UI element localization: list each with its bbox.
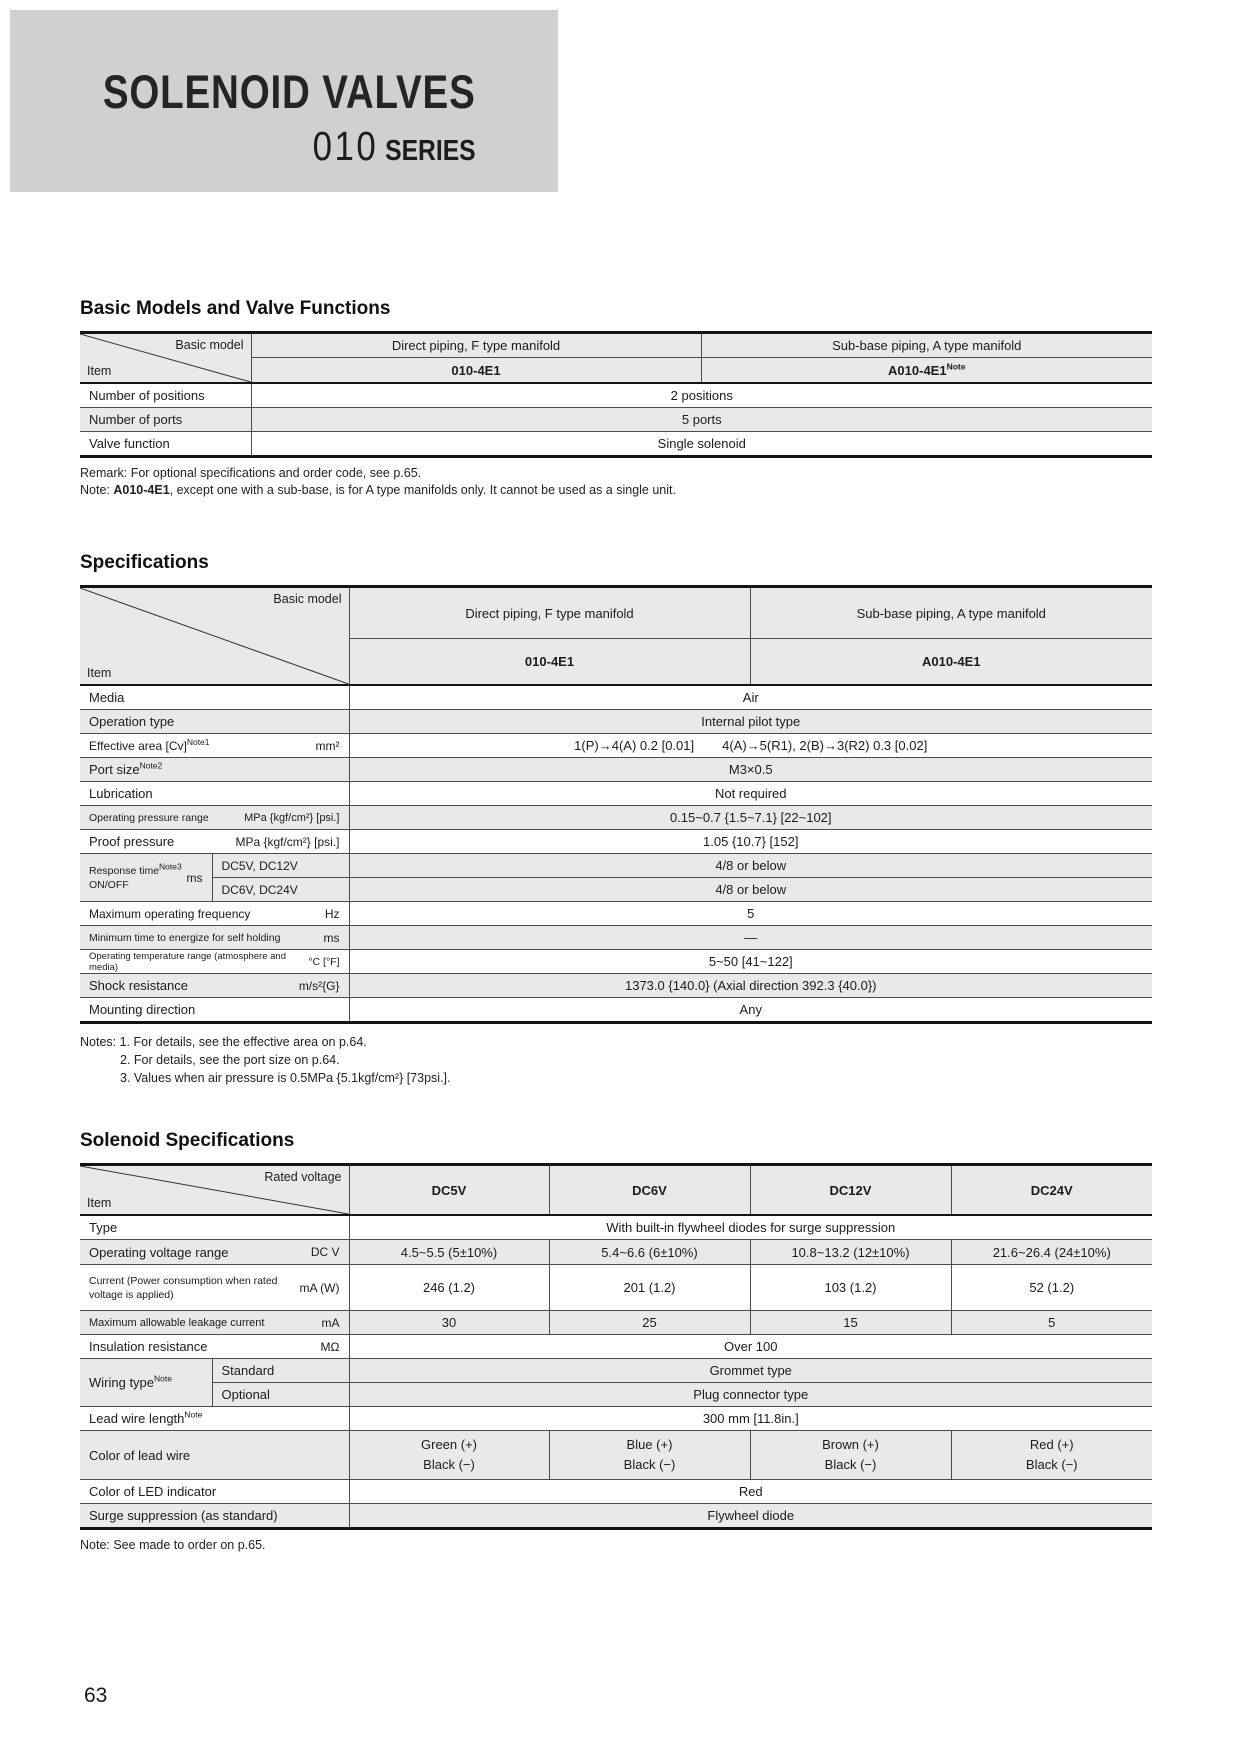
table-row (80, 950, 1152, 974)
unit-label: mA (W) (299, 1280, 340, 1295)
series-number: 010 (312, 123, 379, 169)
lead-color-positive: Red (+) (1029, 1437, 1074, 1452)
row-value-cell: With built-in flywheel diodes for surge suppression (349, 1215, 1152, 1240)
row-label-cell (80, 830, 349, 854)
row-value-cell (349, 1431, 549, 1480)
sub-label-cell: DC6V, DC24V (212, 878, 349, 902)
row-label-cell: Valve function (80, 432, 251, 457)
row-label: Effective area $[Cv]^{Note1}$ (89, 736, 210, 753)
unit-label: Hz (324, 906, 340, 921)
table-row (80, 408, 1152, 432)
model-name-text: A010-4E1 (888, 362, 947, 378)
row-label-cell: Media (80, 685, 349, 710)
row-label-cell (80, 974, 349, 998)
row-value-cell: 25 (549, 1311, 750, 1335)
specifications-notes (80, 1033, 1152, 1087)
effective-area-value-a: 1(P)→4(A) 0.2 [0.01] (574, 738, 695, 753)
lead-color-negative: Black (−) (623, 1457, 676, 1472)
row-value-cell: 300 mm [11.8in.] (349, 1407, 1152, 1431)
row-value-cell (349, 734, 1152, 758)
table-row (80, 806, 1152, 830)
note-superscript: Note1 (186, 736, 210, 747)
voltage-column-header: DC12V (750, 1165, 951, 1216)
sub-label-cell: DC5V, DC12V (212, 854, 349, 878)
corner-top-label: Basic model (175, 338, 244, 352)
note-superscript: Note (154, 1373, 172, 1384)
model-name: 010-4E1 (349, 639, 750, 686)
section-heading-solenoid: Solenoid Specifications (80, 1130, 295, 1151)
row-label-cell (80, 926, 349, 950)
row-label-cell (80, 902, 349, 926)
page-title: SOLENOID VALVES (103, 65, 476, 118)
table-row (80, 432, 1152, 457)
table-row (80, 878, 1152, 902)
note-superscript: Note2 (139, 760, 163, 771)
row-label-cell (80, 950, 349, 974)
voltage-column-header: DC5V (349, 1165, 549, 1216)
row-label-cell: Mounting direction (80, 998, 349, 1023)
row-label-cell: Surge suppression (as standard) (80, 1504, 349, 1529)
row-value-cell: 1373.0 {140.0} (Axial direction 392.3 {40.0}) (349, 974, 1152, 998)
row-label: Lead wire length (89, 1411, 185, 1426)
unit-label: ms (186, 870, 203, 885)
corner-bottom-label: Item (87, 1196, 112, 1210)
title-banner (10, 10, 558, 192)
row-value-cell: 0.15~0.7 {1.5~7.1} [22~102] (349, 806, 1152, 830)
table-row (80, 926, 1152, 950)
row-label-cell (80, 1335, 349, 1359)
table-row (80, 902, 1152, 926)
table-row (80, 1431, 1152, 1480)
note-superscript: Note3 (159, 861, 182, 871)
row-value-cell (750, 1431, 951, 1480)
row-label-cell (80, 1265, 349, 1311)
row-value-cell: 4.5~5.5 (5±10%) (349, 1240, 549, 1265)
row-value-cell: Flywheel diode (349, 1504, 1152, 1529)
row-value-cell: 5 (951, 1311, 1152, 1335)
note-prefix: Note: (80, 483, 114, 497)
voltage-column-header: DC24V (951, 1165, 1152, 1216)
row-label-cell: Type (80, 1215, 349, 1240)
row-value-cell: 103 (1.2) (750, 1265, 951, 1311)
corner-header-cell (80, 587, 349, 686)
notes-line: 2. For details, see the port size on p.64. (120, 1053, 340, 1067)
row-value-cell: 1.05 {10.7} [152] (349, 830, 1152, 854)
solenoid-note: Note: See made to order on p.65. (80, 1538, 266, 1552)
unit-label: °C [°F] (308, 955, 340, 968)
row-label-line2: ON/OFF (89, 878, 129, 891)
sub-label-cell: Standard (212, 1359, 349, 1383)
table-row (80, 710, 1152, 734)
note-superscript: Note (946, 361, 966, 372)
row-value-cell: 10.8~13.2 (12±10%) (750, 1240, 951, 1265)
row-value-cell: Over 100 (349, 1335, 1152, 1359)
row-label-cell (80, 1359, 212, 1407)
section-basic-models (80, 298, 1152, 499)
row-value-cell (951, 1431, 1152, 1480)
table-row (80, 685, 1152, 710)
row-value-cell: Single solenoid (657, 436, 746, 451)
solenoid-specifications-table (80, 1163, 1152, 1530)
row-label: Port size (89, 762, 140, 777)
title-banner-inner (21, 65, 476, 170)
row-label: Operating pressure range (89, 811, 209, 824)
row-label-cell: Operation type (80, 710, 349, 734)
row-value-cell: 2 positions (251, 383, 1152, 408)
table-row (80, 383, 1152, 408)
corner-top-label: Rated voltage (264, 1170, 342, 1184)
row-label: Maximum operating frequency (89, 906, 251, 921)
row-label-cell: Color of lead wire (80, 1431, 349, 1480)
row-value-cell: Grommet type (349, 1359, 1152, 1383)
row-label: Wiring type (89, 1375, 155, 1390)
unit-label: m/s²{G} (298, 978, 340, 993)
notes-line: Notes: 1. For details, see the effective area on p.64. (80, 1035, 367, 1049)
table-row (80, 1504, 1152, 1529)
row-label-cell: Lubrication (80, 782, 349, 806)
row-value-cell: 246 (1.2) (349, 1265, 549, 1311)
row-value-cell: Any (739, 1002, 762, 1017)
basic-models-table (80, 331, 1152, 458)
row-value-cell: 201 (1.2) (549, 1265, 750, 1311)
row-label: Current (Power consumption when rated voltage is applied) (89, 1274, 278, 1301)
row-value-cell: 21.6~26.4 (24±10%) (951, 1240, 1152, 1265)
lead-color-negative: Black (−) (423, 1457, 475, 1472)
row-value-cell: Internal pilot type (349, 710, 1152, 734)
corner-top-label: Basic model (273, 592, 342, 606)
row-value-cell: 30 (349, 1311, 549, 1335)
table-row (80, 758, 1152, 782)
row-value-cell: Not required (349, 782, 1152, 806)
section-heading-specifications: Specifications (80, 552, 209, 573)
row-value-cell: 52 (1.2) (951, 1265, 1152, 1311)
note-model-bold: A010-4E1 (113, 483, 170, 497)
table-row (80, 782, 1152, 806)
section-specifications (80, 552, 1152, 1087)
lead-color-negative: Black (−) (1025, 1457, 1078, 1472)
table-row (80, 998, 1152, 1023)
specifications-table (80, 585, 1152, 1024)
row-label: Operating temperature range (atmosphere and media) (89, 950, 286, 973)
table-row (80, 734, 1152, 758)
row-value-cell: 5 (349, 902, 1152, 926)
row-label: Proof pressure (89, 834, 175, 849)
row-label-cell: Number of ports (80, 408, 251, 432)
row-value-cell: 5 ports (251, 408, 1152, 432)
table-row (80, 1311, 1152, 1335)
lead-color-positive: Green (+) (421, 1437, 477, 1452)
row-label: Insulation resistance (89, 1339, 208, 1354)
row-label-cell: Number of positions (80, 383, 251, 408)
series-word: SERIES (385, 135, 476, 167)
unit-label: mA (321, 1315, 340, 1330)
row-value-cell: 4/8 or below (349, 854, 1152, 878)
row-value-cell (549, 1431, 750, 1480)
model-name: A010-4E1 (750, 639, 1152, 686)
table-row (80, 1383, 1152, 1407)
unit-label: MPa {kgf/cm²} [psi.] (235, 834, 340, 849)
sub-label-cell: Optional (212, 1383, 349, 1407)
table-row (80, 1335, 1152, 1359)
table-row (80, 830, 1152, 854)
unit-label: MPa {kgf/cm²} [psi.] (244, 811, 340, 824)
row-label: Minimum time to energize for self holding (89, 931, 281, 944)
unit-label: DC V (310, 1245, 340, 1259)
page-number: 63 (84, 1684, 108, 1707)
lead-color-negative: Black (−) (824, 1457, 877, 1472)
notes-line: 3. Values when air pressure is 0.5MPa {5.1kgf/cm²} [73psi.]. (120, 1071, 451, 1085)
row-label: Response time$^{Note3}$ (89, 861, 182, 877)
row-value-cell: Air (349, 685, 1152, 710)
row-value-cell: 5~50 [41~122] (349, 950, 1152, 974)
corner-header-cell (80, 333, 251, 384)
effective-area-value-b: 4(A)→5(R1), 2(B)→3(R2) 0.3 [0.02] (722, 738, 928, 753)
note-rest: , except one with a sub-base, is for A type manifolds only. It cannot be used as a single unit. (169, 483, 676, 497)
table-row (80, 974, 1152, 998)
table-row (80, 1359, 1152, 1383)
remark-text (80, 465, 1152, 499)
row-label-cell (80, 806, 349, 830)
column-header: Direct piping, F type manifold (251, 333, 701, 358)
model-name: 010-4E1 (251, 358, 701, 384)
table-row (80, 854, 1152, 878)
row-value-cell: 5.4~6.6 (6±10%) (549, 1240, 750, 1265)
series-subtitle (90, 123, 476, 170)
row-label-cell (80, 734, 349, 758)
unit-label: mm² (315, 738, 340, 753)
note-superscript: Note (184, 1409, 203, 1420)
table-row (80, 1240, 1152, 1265)
row-label-cell (80, 1311, 349, 1335)
voltage-column-header: DC6V (549, 1165, 750, 1216)
table-row (80, 1407, 1152, 1431)
table-header-row (80, 587, 1152, 639)
row-label-cell (80, 1407, 349, 1431)
lead-color-positive: Blue (+) (626, 1437, 673, 1452)
unit-label: ms (323, 930, 340, 945)
row-value-cell: Red (349, 1480, 1152, 1504)
table-header-row (80, 1165, 1152, 1216)
lead-color-positive: Brown (+) (822, 1437, 879, 1452)
row-value-cell: Plug connector type (349, 1383, 1152, 1407)
table-row (80, 1265, 1152, 1311)
corner-header-cell (80, 1165, 349, 1216)
column-header: Direct piping, F type manifold (349, 587, 750, 639)
row-label-cell: Color of LED indicator (80, 1480, 349, 1504)
section-solenoid-specifications (80, 1130, 1152, 1554)
row-label: Shock resistance (89, 978, 188, 993)
column-header: Sub-base piping, A type manifold (701, 333, 1152, 358)
row-label-cell (80, 1240, 349, 1265)
section-heading-basic-models: Basic Models and Valve Functions (80, 298, 391, 319)
row-label: Operating voltage range (89, 1244, 229, 1260)
row-value-cell: 15 (750, 1311, 951, 1335)
corner-bottom-label: Item (87, 666, 112, 680)
row-label-cell (80, 854, 212, 902)
row-label: Maximum allowable leakage current (89, 1316, 265, 1329)
column-header: Sub-base piping, A type manifold (750, 587, 1152, 639)
remark-line: Remark: For optional specifications and order code, see p.65. (80, 466, 422, 480)
row-value-cell: 4/8 or below (349, 878, 1152, 902)
table-row (80, 1215, 1152, 1240)
row-value-cell: — (349, 926, 1152, 950)
corner-bottom-label: Item (87, 364, 112, 378)
unit-label: MΩ (320, 1339, 340, 1354)
model-name (701, 358, 1152, 384)
row-value-cell: M3×0.5 (349, 758, 1152, 782)
table-row (80, 1480, 1152, 1504)
table-header-row (80, 333, 1152, 358)
row-label-cell (80, 758, 349, 782)
note-line (80, 482, 1152, 499)
